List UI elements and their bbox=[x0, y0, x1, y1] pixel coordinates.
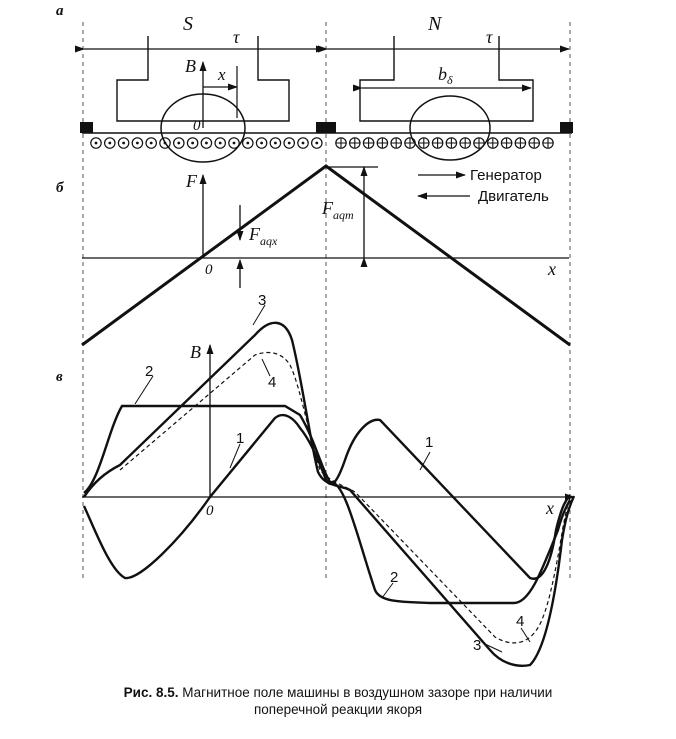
curve-number-2-left: 2 bbox=[145, 363, 154, 380]
x-label-b: x bbox=[548, 259, 556, 279]
pole-label-south: S bbox=[183, 13, 193, 35]
x-label-v: x bbox=[546, 498, 554, 518]
flux-loop-north bbox=[410, 96, 490, 160]
curve-number-4-top: 4 bbox=[268, 374, 277, 391]
b-delta-label: $b_\delta$ bbox=[438, 64, 453, 87]
zero-label-b: 0 bbox=[205, 262, 213, 278]
b-label-a: B bbox=[185, 56, 196, 76]
curve-number-3-bottom: 3 bbox=[473, 637, 482, 654]
legend-generator: Генератор bbox=[470, 167, 542, 184]
tau-label-south: τ bbox=[233, 27, 240, 47]
curve-number-1-left: 1 bbox=[236, 430, 245, 447]
legend-motor: Двигатель bbox=[478, 188, 549, 205]
caption-line-2: поперечной реакции якоря bbox=[253, 702, 423, 717]
panel-label-a: а bbox=[56, 3, 64, 19]
curve-2-resulting-field bbox=[84, 406, 570, 603]
f-label: F bbox=[186, 171, 197, 191]
curve-number-4-bottom: 4 bbox=[516, 613, 525, 630]
curve-number-3-top: 3 bbox=[258, 292, 267, 309]
faqx-label: $F_{aqx}$ bbox=[249, 224, 278, 248]
curve-number-2-right: 2 bbox=[390, 569, 399, 586]
curve-3-motor-field bbox=[84, 323, 574, 666]
brush-right bbox=[560, 122, 573, 133]
zero-label-v: 0 bbox=[206, 503, 214, 519]
brush-middle bbox=[316, 122, 336, 133]
panel-label-v: в bbox=[56, 369, 63, 385]
tau-label-north: τ bbox=[486, 27, 493, 47]
figure-caption bbox=[0, 684, 676, 718]
zero-label-a: 0 bbox=[193, 118, 201, 134]
pole-label-north: N bbox=[428, 13, 442, 35]
caption-prefix: Рис. 8.5. bbox=[123, 685, 179, 700]
dashed-guides bbox=[83, 22, 570, 580]
faqm-label: $F_{aqm}$ bbox=[322, 198, 354, 222]
x-label-a: x bbox=[218, 65, 226, 84]
caption-line-1: Магнитное поле машины в воздушном зазоре при наличии bbox=[182, 685, 553, 700]
curve-number-1-right: 1 bbox=[425, 434, 434, 451]
panel-label-b: б bbox=[56, 180, 64, 196]
armature-conductors bbox=[91, 138, 553, 148]
brush-left bbox=[80, 122, 93, 133]
b-label-v: B bbox=[190, 342, 201, 362]
